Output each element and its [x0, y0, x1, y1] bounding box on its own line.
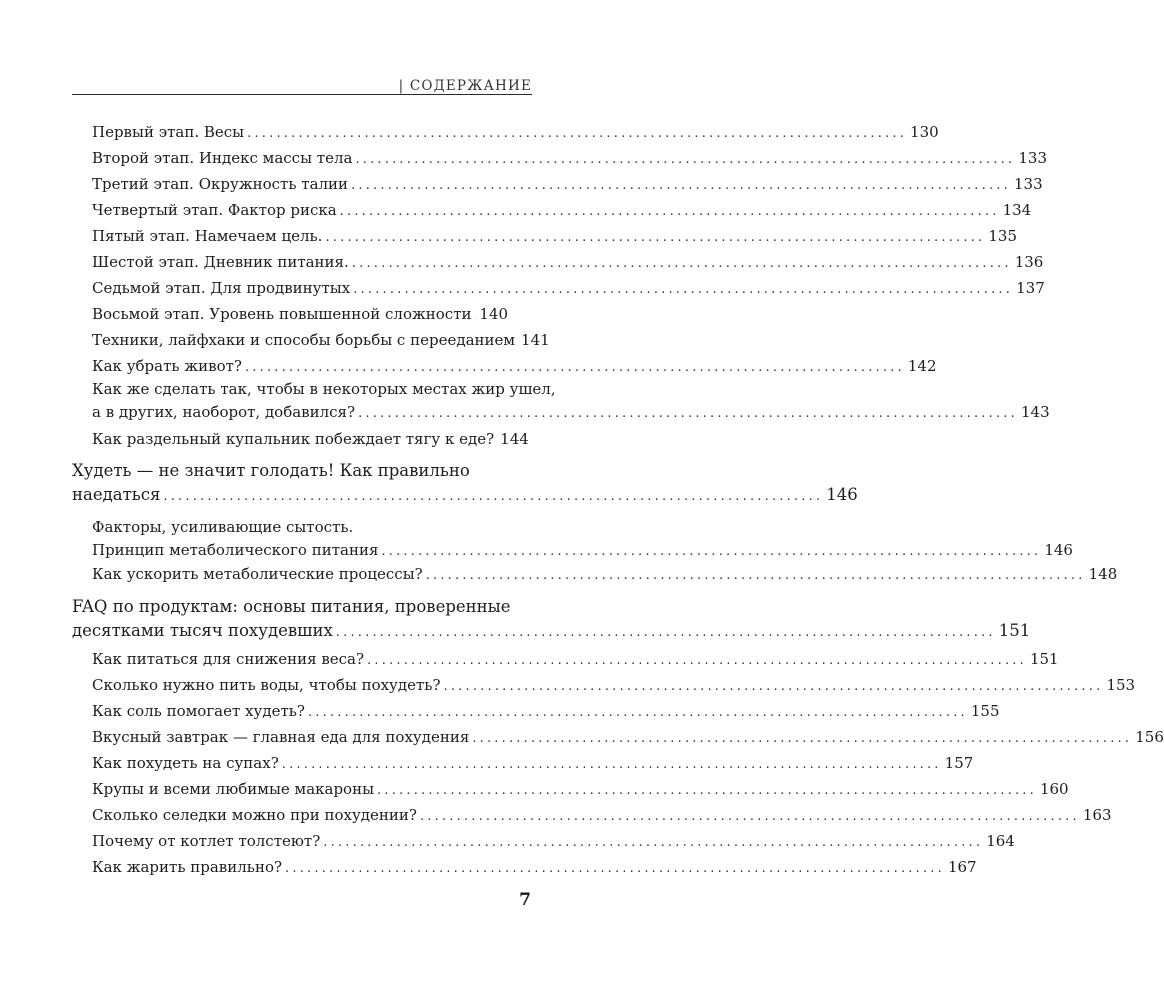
toc-entry: [92, 726, 1164, 750]
toc-entry: [92, 674, 1136, 698]
toc-entry: [92, 121, 939, 145]
leader-dots: ..........................................................................................: [323, 835, 984, 850]
leader-dots: ..........................................................................................: [325, 230, 986, 245]
leader-dots: ..........................................................................................: [244, 360, 905, 375]
toc-chapter-page: 146: [826, 485, 858, 504]
toc-entry: [92, 648, 1059, 672]
toc-entry-page: 146: [1044, 541, 1073, 559]
toc-entry-title: Как соль помогает худеть?: [92, 702, 305, 720]
toc-entry-title-line1: Факторы, усиливающие сытость.: [92, 518, 354, 536]
leader-dots: ..........................................................................................: [307, 705, 968, 720]
toc-entry-page: 157: [944, 754, 974, 772]
toc-entry: [92, 752, 974, 776]
leader-dots: ..........................................................................................: [281, 757, 942, 772]
toc-entry-page: 155: [970, 702, 1000, 720]
toc-chapter-page: 151: [998, 621, 1031, 640]
toc-entry-page: 144: [500, 430, 529, 448]
toc-entry-title: Принцип метаболического питания: [92, 541, 379, 559]
toc-entry-title-line1: Как же сделать так, чтобы в некоторых местах жир ушел,: [92, 380, 556, 398]
toc-entry-page: 143: [1020, 403, 1050, 421]
toc-entry-title: Как жарить правильно?: [92, 858, 283, 876]
toc-entry: [92, 428, 529, 452]
toc-entry-title: Третий этап. Окружность талии: [92, 175, 349, 193]
toc-entry-page: 140: [479, 305, 508, 323]
page-number: 7: [519, 890, 531, 910]
toc-entry-title: Сколько нужно пить воды, чтобы похудеть?: [92, 676, 441, 694]
leader-dots: ..........................................................................................: [163, 489, 824, 504]
toc-chapter-title: наедаться: [72, 485, 161, 504]
toc-entry-title: Сколько селедки можно при похудении?: [92, 806, 417, 824]
toc-entry: [92, 277, 1045, 301]
leader-dots: ..........................................................................................: [367, 653, 1027, 668]
leader-dots: ..........................................................................................: [358, 406, 1018, 421]
toc-entry-title: а в других, наоборот, добавился?: [92, 403, 356, 421]
toc-entry-title: Пятый этап. Намечаем цель.: [92, 227, 323, 245]
running-header-title: | СОДЕРЖАНИЕ: [398, 78, 532, 94]
toc-entry-page: 137: [1016, 279, 1045, 297]
leader-dots: ..........................................................................................: [472, 731, 1133, 746]
toc-entry-page: 142: [907, 357, 937, 375]
toc-entry-page: 160: [1039, 780, 1069, 798]
running-header: [72, 70, 532, 95]
toc-entry-title: Как раздельный купальник побеждает тягу к еде?: [92, 430, 495, 448]
leader-dots: ..........................................................................................: [285, 861, 945, 876]
toc-entry-title: Вкусный завтрак — главная еда для похудения: [92, 728, 470, 746]
toc-chapter-title-line1: Худеть — не значит голодать! Как правильно: [72, 461, 470, 480]
toc-entry: [92, 856, 977, 880]
toc-entry-title: Первый этап. Весы: [92, 123, 245, 141]
toc-entry-title: Как ускорить метаболические процессы?: [92, 565, 423, 583]
toc-entry-title: Техники, лайфхаки и способы борьбы с перееданием: [92, 331, 516, 349]
toc-entry: [92, 518, 1073, 563]
toc-entry-page: 153: [1106, 676, 1136, 694]
toc-entry-title: Второй этап. Индекс массы тела: [92, 149, 353, 167]
leader-dots: ..........................................................................................: [335, 625, 996, 640]
toc-entry-page: 135: [988, 227, 1018, 245]
toc-chapter-title: десятками тысяч похудевших: [72, 621, 333, 640]
toc-entry-page: 156: [1135, 728, 1164, 746]
leader-dots: ..........................................................................................: [339, 204, 1000, 219]
toc-entry: [92, 147, 1047, 171]
toc-entry-title: Четвертый этап. Фактор риска: [92, 201, 337, 219]
toc-entry-page: 151: [1029, 650, 1059, 668]
toc-entry: [92, 329, 550, 353]
toc-entry-page: 167: [947, 858, 977, 876]
toc-entry-page: 164: [986, 832, 1015, 850]
leader-dots: ..........................................................................................: [247, 126, 908, 141]
toc-entry-title: Почему от котлет толстеют?: [92, 832, 321, 850]
toc-entry-page: 133: [1018, 149, 1047, 167]
toc-entry-title: Как похудеть на супах?: [92, 754, 279, 772]
toc-entry-page: 141: [521, 331, 550, 349]
toc-chapter: [72, 597, 1031, 644]
toc-entry: [92, 199, 1032, 223]
toc-entry: [92, 173, 1043, 197]
leader-dots: ..........................................................................................: [355, 152, 1016, 167]
leader-dots: ..........................................................................................: [419, 809, 1080, 824]
toc-entry: [92, 251, 1044, 275]
leader-dots: [475, 305, 477, 327]
leader-dots: ..........................................................................................: [425, 568, 1086, 583]
toc-entry-page: 133: [1013, 175, 1043, 193]
toc-entry-title: Седьмой этап. Для продвинутых: [92, 279, 351, 297]
toc-entry-title: Как убрать живот?: [92, 357, 242, 375]
toc-entry: [92, 563, 1118, 587]
toc-entry: [92, 380, 1050, 425]
toc-entry-page: 136: [1014, 253, 1044, 271]
toc-entry-page: 134: [1002, 201, 1032, 219]
toc-entry-page: 130: [910, 123, 939, 141]
leader-dots: ..........................................................................................: [353, 282, 1014, 297]
toc-entry-title: Крупы и всеми любимые макароны: [92, 780, 375, 798]
leader-dots: ..........................................................................................: [351, 256, 1012, 271]
toc-chapter-title-line1: FAQ по продуктам: основы питания, проверенные: [72, 597, 511, 616]
toc-entry-title: Восьмой этап. Уровень повышенной сложности: [92, 305, 472, 323]
toc-entry: [92, 303, 508, 327]
toc-entry: [92, 355, 937, 379]
toc-entry: [92, 778, 1069, 802]
toc-entry: [92, 700, 1000, 724]
toc-entry: [92, 804, 1112, 828]
toc-entry: [92, 830, 1015, 854]
toc-entry-title: Как питаться для снижения веса?: [92, 650, 365, 668]
toc-entry-page: 148: [1088, 565, 1118, 583]
toc-entry-title: Шестой этап. Дневник питания.: [92, 253, 349, 271]
toc-entry-page: 163: [1082, 806, 1112, 824]
leader-dots: ..........................................................................................: [377, 783, 1037, 798]
toc-chapter: [72, 461, 858, 508]
toc-entry: [92, 225, 1018, 249]
leader-dots: ..........................................................................................: [443, 679, 1104, 694]
leader-dots: ..........................................................................................: [351, 178, 1011, 193]
leader-dots: ..........................................................................................: [381, 544, 1042, 559]
